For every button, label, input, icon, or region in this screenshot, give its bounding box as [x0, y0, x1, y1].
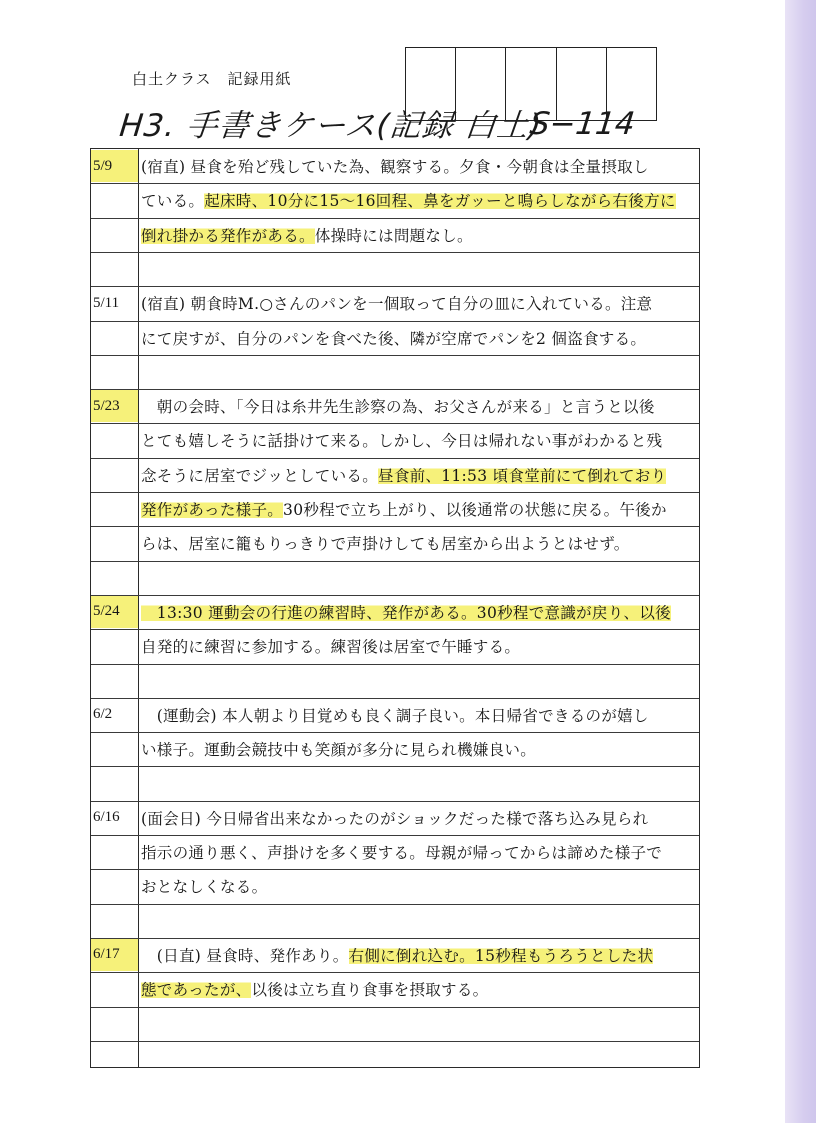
- entry-text-line: [141, 870, 267, 902]
- entry-date: 6/16: [93, 809, 120, 826]
- entry-text-line: [141, 184, 676, 216]
- entry-text: (日直) 昼食時、発作あり。: [141, 946, 349, 965]
- record-table: [90, 148, 700, 1068]
- entry-text-line: [141, 459, 666, 491]
- entry-date: 5/9: [91, 150, 138, 182]
- entry-text: (面会日) 今日帰省出来なかったのがショックだった様で落ち込み見られ: [141, 809, 649, 828]
- ruled-line: [91, 664, 699, 665]
- entry-text: い様子。運動会競技中も笑顔が多分に見られ機嫌良い。: [141, 741, 537, 760]
- entry-text: 体操時には問題なし。: [314, 226, 473, 245]
- entry-text: とても嬉しそうに話掛けて来る。しかし、今日は帰れない事がわかると残: [141, 432, 663, 451]
- entry-text-line: [141, 493, 667, 525]
- ruled-line: [91, 355, 699, 356]
- entry-text: 以後は立ち直り食事を摂取する。: [251, 981, 489, 1000]
- entry-text-line: [141, 287, 652, 319]
- entry-text-line: [141, 699, 649, 731]
- entry-text-line: [141, 836, 662, 868]
- highlighted-text: 発作があった様子。: [141, 498, 283, 520]
- highlighted-text: 右側に倒れ込む。15秒程もうろうとした状: [349, 944, 654, 966]
- highlighted-text: 起床時、10分に15〜16回程、鼻をガッーと鳴らしながら右後方に: [204, 189, 675, 211]
- entry-date: 5/23: [91, 390, 138, 422]
- entry-text: (運動会) 本人朝より目覚めも良く調子良い。本日帰省できるのが嬉し: [141, 706, 649, 725]
- entry-text: 念そうに居室でジッとしている。: [141, 466, 379, 485]
- ruled-line: [91, 904, 699, 905]
- entry-text: らは、居室に籠もりっきりで声掛けしても居室から出ようとはせず。: [141, 535, 630, 554]
- entry-text: おとなしくなる。: [141, 878, 268, 897]
- handwritten-label: H3. 手書きケース(記録 白土): [117, 108, 544, 144]
- highlighted-text: 倒れ掛かる発作がある。: [141, 224, 315, 246]
- handwritten-code: S−114: [528, 106, 637, 142]
- entry-text-line: [141, 424, 662, 456]
- entry-text-line: [141, 219, 473, 251]
- entry-text-line: [141, 630, 520, 662]
- ruled-line: [91, 766, 699, 767]
- highlighted-text: 13:30 運動会の行進の練習時、発作がある。30秒程で意識が戻り、以後: [141, 601, 671, 623]
- entry-text: 朝の会時、「今日は糸井先生診察の為、お父さんが来る」と言うと以後: [141, 398, 655, 417]
- entry-text-line: [141, 939, 653, 971]
- entry-text-line: [141, 733, 536, 765]
- entry-text: 指示の通り悪く、声掛けを多く要する。母親が帰ってからは諦めた様子で: [141, 844, 663, 862]
- entry-text-line: [141, 973, 488, 1005]
- entry-text-line: [141, 390, 655, 422]
- entry-text-line: [141, 322, 646, 354]
- entry-date: 6/2: [93, 706, 113, 723]
- entry-text: (宿直) 朝食時M.○さんのパンを一個取って自分の皿に入れている。注意: [141, 295, 653, 314]
- entry-text-line: [141, 802, 648, 834]
- ruled-line: [91, 1007, 699, 1008]
- entry-text: 30秒程で立ち上がり、以後通常の状態に戻る。午後か: [283, 501, 667, 519]
- entry-text: 自発的に練習に参加する。練習後は居室で午睡する。: [141, 638, 521, 657]
- entry-text: ている。: [141, 192, 205, 211]
- ruled-line: [91, 252, 699, 253]
- highlighted-text: 態であったが、: [141, 978, 251, 1000]
- entry-text: にて戻すが、自分のパンを食べた後、隣が空席でパンを2 個盗食する。: [141, 329, 647, 348]
- entry-text-line: [141, 596, 671, 628]
- ruled-line: [91, 561, 699, 562]
- scan-edge: [785, 0, 816, 1123]
- entry-date: 5/24: [91, 596, 138, 628]
- entry-text-line: [141, 150, 649, 182]
- form-title: 白土クラス 記録用紙: [132, 70, 292, 88]
- ruled-line: [91, 1041, 699, 1042]
- entry-text: (宿直) 昼食を殆ど残していた為、観察する。夕食・今朝食は全量摂取し: [141, 158, 649, 176]
- highlighted-text: 昼食前、11:53 頃食堂前にて倒れており: [378, 464, 666, 486]
- entry-date: 5/11: [93, 294, 120, 311]
- entry-text-line: [141, 527, 630, 559]
- entry-date: 6/17: [91, 939, 138, 971]
